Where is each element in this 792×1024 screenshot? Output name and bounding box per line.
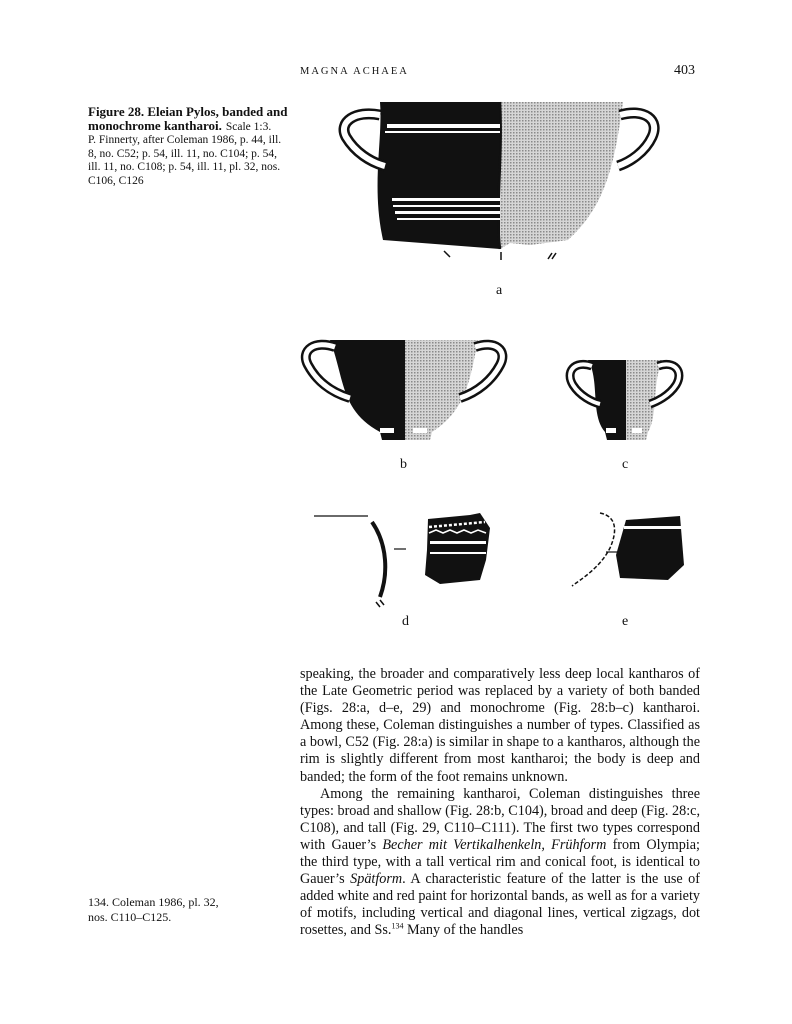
fragment-d xyxy=(314,513,490,607)
footnote-ref-134: 134 xyxy=(391,921,404,931)
vessel-a xyxy=(344,102,654,260)
footnote-134 xyxy=(88,895,288,925)
figure-label-a: a xyxy=(496,283,503,298)
paragraph-2: Among the remaining kantharoi, Coleman distinguishes three types: broad and shallow (Fig. 28:b, C104), broad and deep (Fig. 28:c, C108), and tall (Fig. 29, C110–C111). The first two types correspond with Gauer’s Becher mit Vertikalhenkeln, Frühform from Olympia; the third type, with a tall vertical rim and conical foot, is identical to Gauer’s Spätform. A characteristic feature of the latter is the use of added white and red paint for horizontal bands, as well as for a variety of motifs, including vertical and diagonal lines, vertical zigzags, dot rosettes, and Ss.$^{134}$ Many of the handles xyxy=(300,785,700,939)
caption-credit: P. Finnerty, after Coleman 1986, p. 44, ill. 8, no. C52; p. 54, ill. 11, no. C104; p. 54, ill. 11, no. C108; p. 54, ill. 11, pl. 32, nos. C106, C126 xyxy=(88,134,282,187)
figure-label-d: d xyxy=(402,614,409,629)
figure-label-b: b xyxy=(400,457,407,472)
page-number: 403 xyxy=(674,63,695,78)
body-text xyxy=(300,666,700,940)
fragment-e xyxy=(572,513,684,586)
caption-scale: Scale 1:3. xyxy=(225,121,272,133)
vessel-c xyxy=(570,360,679,440)
footnote-line-1: 134. Coleman 1986, pl. 32, xyxy=(88,895,219,909)
figure-label-c: c xyxy=(622,457,629,472)
figure-label-e: e xyxy=(622,614,629,629)
paragraph-1: speaking, the broader and comparatively less deep local kantharos of the Late Geometric period was replaced by a variety of both banded (Figs. 28:a, d–e, 29) and monochrome (Fig. 28:b–c) kantharoi. Among these, Coleman distinguishes a number of types. Classified as a bowl, C52 (Fig. 28:a) is similar in shape to a kantharos, although the rim is slightly different from most kantharoi; the body is deep and banded; the form of the foot remains unknown. xyxy=(300,666,700,785)
footnote-line-2: nos. C110–C125. xyxy=(88,910,172,924)
vessel-b xyxy=(306,340,503,440)
caption-title: Figure 28. Eleian Pylos, banded and monochrome kantharoi. xyxy=(88,104,288,133)
running-head: MAGNA ACHAEA xyxy=(300,66,409,77)
